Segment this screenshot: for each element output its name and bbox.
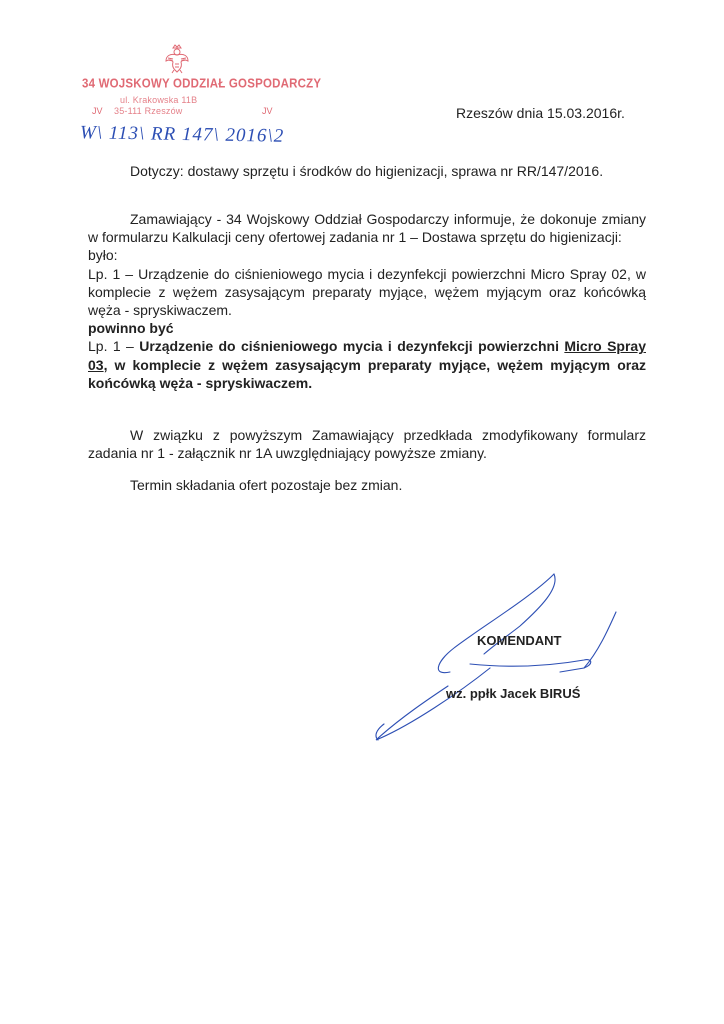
was-label: było:: [88, 247, 118, 264]
stamp-mark-right: JV: [262, 106, 273, 116]
place-date: Rzeszów dnia 15.03.2016r.: [456, 105, 625, 121]
deadline-paragraph: Termin składania ofert pozostaje bez zmian.: [130, 477, 403, 494]
stamp-line-institution: 34 WOJSKOWY ODDZIAŁ GOSPODARCZY: [82, 77, 322, 91]
should-prefix: Lp. 1 –: [88, 338, 140, 355]
handwritten-signature: [370, 568, 630, 748]
should-be-label: powinno być: [88, 320, 174, 337]
should-part1: Urządzenie do ciśnieniowego mycia i dezynfekcji powierzchni: [139, 338, 565, 355]
subject-line: Dotyczy: dostawy sprzętu i środków do higienizacji, sprawa nr RR/147/2016.: [130, 163, 604, 179]
stamp-line-city: 35-111 Rzeszów: [114, 106, 183, 116]
signatory-title: KOMENDANT: [477, 633, 562, 648]
should-part2: , w komplecie z wężem zasysającym preparaty myjące, wężem myjącym oraz końcówką węża - spryskiwaczem.: [88, 356, 646, 391]
stamp-line-street: ul. Krakowska 11B: [120, 95, 198, 105]
signatory-name: wz. ppłk Jacek BIRUŚ: [446, 686, 581, 701]
modification-paragraph: W związku z powyższym Zamawiający przedkłada zmodyfikowany formularz zadania nr 1 - załącznik nr 1A uwzględniający powyższe zmiany.: [88, 427, 646, 462]
eagle-emblem-icon: [164, 44, 190, 74]
institution-stamp: [80, 44, 322, 124]
letter-body: [88, 210, 646, 495]
intro-paragraph: Zamawiający - 34 Wojskowy Oddział Gospodarczy informuje, że dokonuje zmiany w formularzu Kalkulacji ceny ofertowej zadania nr 1 – Dostawa sprzętu do higienizacji:: [88, 211, 646, 246]
stamp-mark-left: JV: [92, 106, 103, 116]
should-be-text: [88, 337, 646, 392]
handwritten-reference-number: W\ 113\ RR 147\ 2016\2: [79, 122, 285, 147]
was-text: Lp. 1 – Urządzenie do ciśnieniowego mycia i dezynfekcji powierzchni Micro Spray 02, w komplecie z wężem zasysającym preparaty myjące, wężem myjącym oraz końcówką węża - spryskiwaczem.: [88, 265, 646, 319]
product-name-underlined: Micro Spray 03: [88, 338, 646, 373]
